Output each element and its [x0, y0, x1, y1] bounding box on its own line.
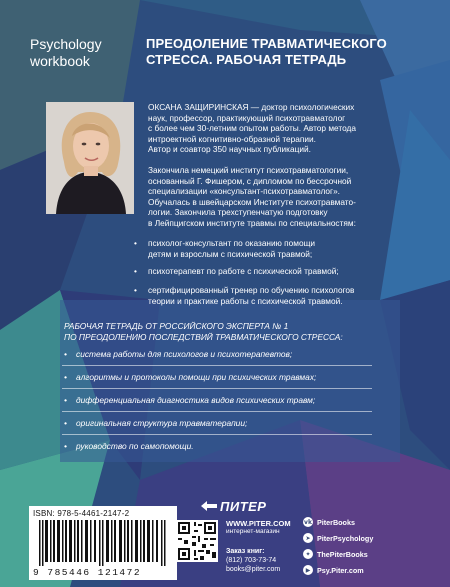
social-link-telegram[interactable]	[303, 532, 373, 544]
website-caption: интернет-магазин	[226, 528, 280, 535]
divider	[62, 388, 372, 389]
bio-line: наук, профессор, практикующий психотравматолог	[148, 112, 346, 123]
specialty-item	[134, 285, 424, 306]
publisher-logo	[200, 497, 266, 515]
pitch-item-text: оригинальная структура травматерапии;	[76, 418, 248, 428]
bullet-marker: •	[134, 266, 137, 276]
pitch-item-text: дифференциальная диагностика видов психических травм;	[76, 395, 316, 405]
vk-icon: vk	[304, 518, 312, 526]
pitch-item-text: руководство по самопомощи.	[76, 441, 194, 451]
bullet-marker: •	[64, 349, 67, 359]
education-line: Обучалась в швейцарском Институте психотравмато-	[148, 196, 356, 207]
youtube-icon: ▶	[303, 565, 313, 575]
pitch-heading-line: РАБОЧАЯ ТЕТРАДЬ ОТ РОССИЙСКОГО ЭКСПЕРТА № 1	[64, 321, 289, 331]
order-label: Заказ книг:	[226, 548, 265, 555]
pitch-heading	[64, 321, 404, 344]
book-title: ПРЕОДОЛЕНИЕ ТРАВМАТИЧЕСКОГО СТРЕССА. РАБОЧАЯ ТЕТРАДЬ	[146, 36, 387, 67]
bio-line: Автор и соавтор 350 научных публикаций.	[148, 144, 311, 155]
pitch-item-text: алгоритмы и протоколы помощи при психических травмах;	[76, 372, 317, 382]
series-line-1: Psychology	[30, 36, 102, 52]
order-phone[interactable]: (812) 703-73-74	[226, 557, 277, 564]
education-line: логии. Закончила трехступенчатую подготовку	[148, 207, 328, 218]
publisher-website[interactable]: WWW.PITER.COM	[226, 519, 291, 528]
barcode-digits: 9 785446 121472	[33, 567, 142, 578]
education-line: основанный Г. Фишером, с дипломом по бессрочной	[148, 175, 352, 186]
divider	[62, 434, 372, 435]
publisher-name: ПИТЕР	[220, 498, 267, 514]
education-line: в Лейпцигском институте травмы по специальностям:	[148, 217, 356, 228]
author-education	[148, 165, 420, 229]
education-line: специализации «консультант-психотравматолог».	[148, 186, 340, 197]
barcode-graphic	[39, 520, 169, 566]
social-label: PiterBooks	[317, 517, 355, 527]
author-bio	[148, 102, 408, 155]
series-label	[30, 36, 102, 70]
divider	[62, 365, 372, 366]
social-link-vk[interactable]	[303, 516, 355, 528]
social-link-youtube[interactable]	[303, 564, 364, 576]
social-label: PiterPsychology	[317, 533, 374, 543]
series-line-2: workbook	[30, 53, 90, 69]
bullet-marker: •	[64, 372, 67, 382]
specialty-line: психолог-консультант по оказанию помощи	[148, 238, 316, 248]
bullet-marker: •	[64, 418, 67, 428]
pitch-item	[64, 395, 394, 406]
order-email[interactable]: books@piter.com	[226, 566, 281, 573]
specialty-item	[134, 266, 424, 277]
pitch-item	[64, 441, 394, 452]
specialty-line: детям и взрослым с психической травмой;	[148, 248, 313, 259]
bullet-marker: •	[64, 395, 67, 405]
divider	[62, 411, 372, 412]
bullet-marker: •	[134, 285, 137, 295]
specialty-line: психотерапевт по работе с психической травмой;	[148, 266, 339, 276]
pitch-item-text: система работы для психологов и психотерапевтов;	[76, 349, 293, 359]
social-link-zen[interactable]	[303, 548, 368, 560]
zen-icon: ✦	[303, 549, 313, 559]
bio-line: с более чем 30-летним опытом работы. Автор метода	[148, 123, 356, 134]
telegram-icon: ➤	[303, 533, 313, 543]
bio-line: ОКСАНА ЗАЩИРИНСКАЯ — доктор психологических	[148, 102, 355, 112]
bio-line: интроектной когнитивно-образной терапии.	[148, 133, 316, 144]
specialty-item	[134, 238, 424, 259]
bullet-marker: •	[134, 238, 137, 248]
specialty-line: теории и практике работы с психической травмой.	[148, 295, 343, 306]
pitch-item	[64, 418, 394, 429]
isbn-label: ISBN: 978-5-4461-2147-2	[33, 509, 130, 518]
pitch-item	[64, 349, 394, 360]
piter-logo-icon	[200, 499, 218, 513]
pitch-item	[64, 372, 394, 383]
qr-code	[176, 520, 218, 562]
specialty-line: сертифицированный тренер по обучению психологов	[148, 285, 355, 295]
isbn-barcode-box	[29, 506, 177, 580]
education-line: Закончила немецкий институт психотравматологии,	[148, 165, 349, 175]
social-label: Psy.Piter.com	[317, 565, 364, 575]
social-label: ThePiterBooks	[317, 549, 368, 559]
bullet-marker: •	[64, 441, 67, 451]
author-photo	[46, 102, 134, 214]
pitch-heading-line: ПО ПРЕОДОЛЕНИЮ ПОСЛЕДСТВИЙ ТРАВМАТИЧЕСКОГО СТРЕССА:	[64, 332, 343, 343]
